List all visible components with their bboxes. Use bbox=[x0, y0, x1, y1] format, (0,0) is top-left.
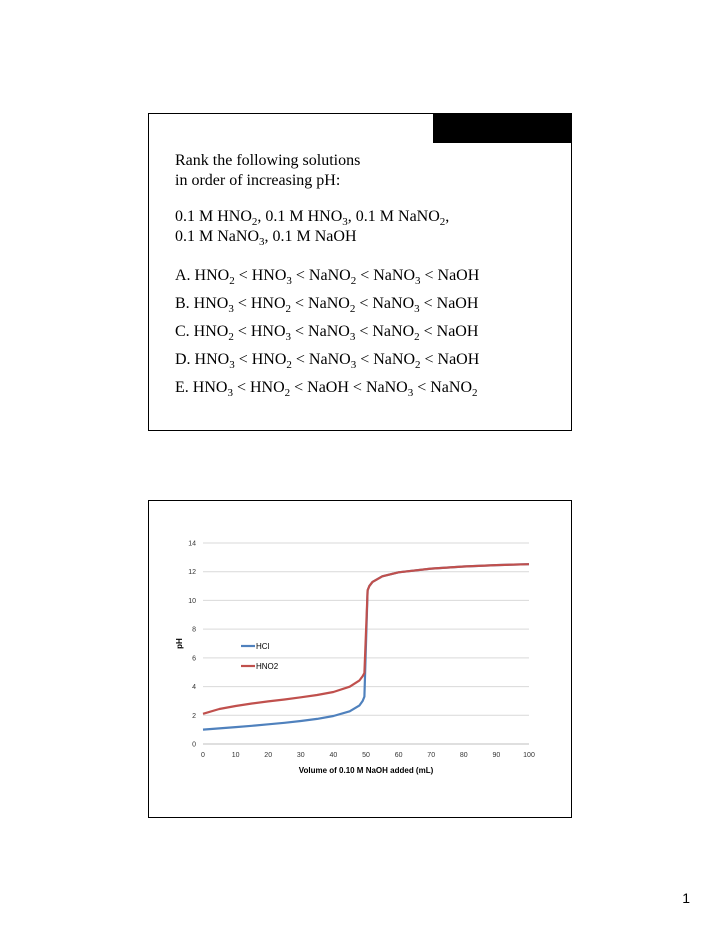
x-tick-label: 10 bbox=[231, 752, 240, 759]
option-c[interactable]: C. $HNO_2 < HNO_3$ < NaNO$_3$ < NaNO$_2$ < NaOH bbox=[175, 323, 479, 343]
page-number: 1 bbox=[682, 890, 690, 906]
option-b[interactable]: B. $HNO_3 < HNO_2$ < NaNO$_2$ < NaNO$_3$ < NaOH bbox=[175, 295, 479, 315]
black-corner-tab bbox=[433, 114, 571, 143]
series-line-hno2 bbox=[203, 564, 529, 714]
y-tick-label: 12 bbox=[188, 569, 196, 577]
y-tick-label: 8 bbox=[192, 626, 196, 634]
x-tick-label: 0 bbox=[201, 752, 205, 759]
solution-list bbox=[175, 207, 449, 247]
y-tick-label: 10 bbox=[188, 597, 196, 605]
y-tick-label: 0 bbox=[192, 741, 196, 749]
x-tick-label: 70 bbox=[427, 752, 436, 759]
y-tick-label: 14 bbox=[188, 540, 196, 548]
prompt-line-1: Rank the following solutions bbox=[175, 152, 361, 169]
y-tick-label: 6 bbox=[192, 655, 196, 663]
y-axis-title: pH bbox=[175, 638, 184, 649]
option-a[interactable]: A. $HNO_2 < HNO_3$ < NaNO$_2$ < NaNO$_3$ < NaOH bbox=[175, 267, 480, 287]
legend-label: HCl bbox=[256, 642, 270, 651]
option-d[interactable]: D. $HNO_3 < HNO_2$ < NaNO$_3$ < NaNO$_2$ < NaOH bbox=[175, 351, 480, 371]
solution-list-line-1: 0.1 M $HNO_2$, 0.1 M $HNO_3$, 0.1 M NaNO$_2$, bbox=[175, 208, 450, 228]
option-e[interactable]: E. $HNO_3 < HNO_2$ < NaOH < NaNO$_3$ < NaNO$_2$ bbox=[175, 379, 478, 399]
y-tick-label: 4 bbox=[192, 684, 196, 692]
y-tick-label: 2 bbox=[192, 712, 196, 720]
x-tick-label: 90 bbox=[492, 752, 501, 759]
legend bbox=[241, 642, 279, 671]
x-axis-title: Volume of 0.10 M NaOH added (mL) bbox=[298, 766, 434, 775]
x-tick-label: 20 bbox=[264, 752, 273, 759]
chart-slide bbox=[148, 500, 572, 818]
x-tick-label: 30 bbox=[296, 752, 305, 759]
x-tick-label: 60 bbox=[394, 752, 403, 759]
x-tick-label: 100 bbox=[523, 752, 535, 759]
question-slide bbox=[148, 113, 572, 431]
prompt-line-2: in order of increasing pH: bbox=[175, 172, 341, 189]
solution-list-line-2: 0.1 M NaNO$_3$, 0.1 M NaOH bbox=[175, 228, 357, 248]
x-tick-label: 50 bbox=[362, 752, 370, 759]
x-tick-label: 80 bbox=[459, 752, 468, 759]
legend-label: HNO2 bbox=[256, 662, 279, 671]
titration-chart bbox=[149, 501, 571, 817]
question-prompt bbox=[175, 151, 360, 191]
x-tick-label: 40 bbox=[329, 752, 338, 759]
